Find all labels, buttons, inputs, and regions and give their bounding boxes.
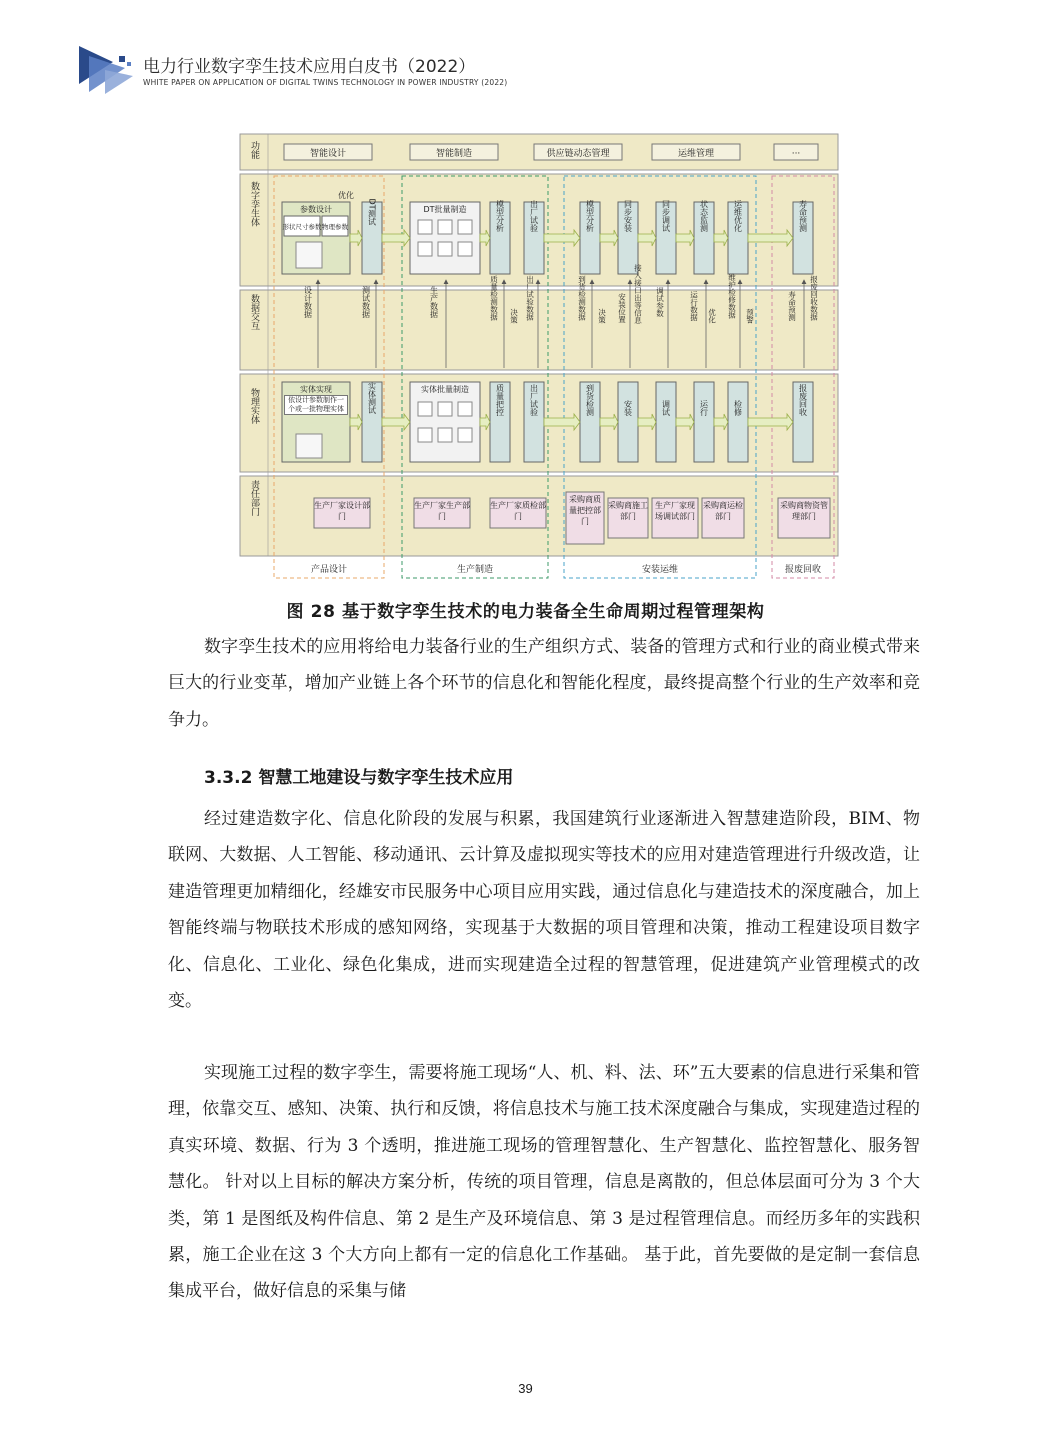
physical-node-label: 实体测试	[367, 382, 377, 414]
phase-label: 生产制造	[456, 565, 494, 575]
exchange-label: 安装位置	[617, 293, 627, 323]
physical-param-label: 物理参数	[322, 223, 348, 231]
exchange-label: 维护检修数据	[727, 273, 737, 319]
twin-node-label: DT测试	[367, 198, 377, 226]
page-header	[75, 40, 595, 100]
phase-label: 安装运维	[641, 565, 679, 575]
twin-node-label: 寿命预测	[798, 200, 808, 232]
section-heading: 3.3.2 智慧工地建设与数字孪生技术应用	[204, 768, 514, 788]
figure-caption: 图 28 基于数字孪生技术的电力装备全生命周期过程管理架构	[286, 602, 765, 622]
body-paragraph: 经过建造数字化、信息化阶段的发展与积累，我国建筑行业逐渐进入智慧建造阶段，BIM、物联网、大数据、人工智能、移动通讯、云计算及虚拟现实等技术的应用对建造管理进行升级改造，让建造管理更加精细化，经雄安市民服务中心项目应用实践，通过信息化与建造技术的深度融合，加上智能终端与物联技术形成的感知网络，实现基于大数据的项目管理和决策，推动工程建设项目数字化、信息化、工业化、绿色化集成，进而实现建造全过程的智慧管理，促进建筑产业管理模式的改变。	[168, 809, 920, 1012]
body-paragraph: 实现施工过程的数字孪生，需要将施工现场“人、机、料、法、环”五大要素的信息进行采集和管理，依靠交互、感知、决策、执行和反馈，将信息技术与施工技术深度融合与集成，实现建造过程的真实环境、数据、行为 3 个透明，推进施工现场的管理智慧化、生产智慧化、监控智慧化、服务智慧化。 针对以上目标的解决方案分析，传统的项目管理，信息是离散的，但总体层面可分为 3 个大类，第 1 是图纸及构件信息、第 2 是生产及环境信息、第 3 是过程管理信息。而经历多年的实践积累，施工企业在这 3 个大方向上都有一定的信息化工作基础。 基于此，首先要做的是定制一套信息集成平台，做好信息的采集与储	[168, 1063, 920, 1302]
exchange-label: 优化	[707, 308, 717, 324]
department-label: 生产厂家设计部门	[314, 501, 370, 521]
exchange-label: 决策	[509, 308, 519, 324]
exchange-label: 生产数据	[429, 286, 439, 318]
twin-node-label: 同步安装	[623, 200, 633, 232]
page-number: 39	[518, 1381, 533, 1396]
shape-param-label: 形状尺寸参数	[282, 223, 322, 231]
twin-node-label: 同步调试	[661, 200, 671, 232]
function-boxes	[284, 144, 818, 160]
row-label-twin: 数字孪生体	[249, 181, 259, 227]
exchange-label: 预警	[745, 308, 755, 324]
row-label-exchange: 数据交互	[249, 294, 259, 330]
architecture-diagram	[238, 132, 842, 582]
row-label-physical: 物理实体	[249, 388, 259, 424]
department-label: 采购商物资管理部门	[780, 501, 828, 521]
function-label: 运维管理	[677, 149, 715, 159]
cube-icon	[296, 434, 322, 458]
function-label: 供应链动态管理	[546, 149, 610, 159]
physical-node-label: 报废回收	[798, 384, 808, 416]
phase-label: 报废回收	[784, 565, 822, 575]
optimize-label: 优化	[338, 191, 354, 200]
batch-label: 实体批量制造	[421, 385, 469, 394]
row-band-exchange	[240, 290, 838, 370]
exchange-label: 出厂试验数据	[525, 275, 535, 321]
entity-desc: 依设计参数制作一个或一批物理实体	[284, 395, 348, 415]
function-label: 智能设计	[309, 149, 347, 159]
exchange-label: 运行数据	[689, 291, 699, 321]
exchange-label: 寿命预测	[787, 291, 797, 321]
department-label: 采购商运检部门	[703, 501, 743, 521]
exchange-label: 质量检测数据	[489, 275, 499, 321]
body-paragraph: 数字孪生技术的应用将给电力装备行业的生产组织方式、装备的管理方式和行业的商业模式带来巨大的行业变革，增加产业链上各个环节的信息化和智能化程度，最终提高整个行业的生产效率和竞争力。	[168, 637, 920, 730]
twin-node-label: 模型分析	[495, 200, 505, 232]
department-label: 生产厂家现场调试部门	[655, 501, 695, 521]
diagram-svg	[238, 132, 842, 582]
physical-node-label: 调试	[661, 400, 671, 416]
param-design-label: 参数设计	[300, 205, 332, 214]
physical-node-label: 安装	[623, 400, 633, 416]
dt-batch-label: DT批量制造	[423, 205, 467, 214]
twin-node-label: 状态监测	[699, 200, 709, 232]
row-label-function: 功能	[249, 141, 259, 159]
physical-node-label: 出厂试验	[529, 384, 539, 416]
phase-label: 产品设计	[310, 565, 348, 575]
cube-icon	[296, 242, 322, 268]
function-label: ···	[791, 149, 801, 159]
twin-node-label: 出厂试验	[529, 200, 539, 232]
header-subtitle: WHITE PAPER ON APPLICATION OF DIGITAL TWINS TECHNOLOGY IN POWER INDUSTRY (2022)	[143, 78, 508, 87]
physical-node-label: 运行	[699, 400, 709, 416]
department-label: 采购商质量把控部门	[569, 495, 601, 526]
department-label: 生产厂家质检部门	[490, 501, 546, 521]
function-label: 智能制造	[435, 149, 473, 159]
exchange-label: 调试参数	[655, 287, 665, 317]
exchange-label: 测试数据	[361, 286, 371, 318]
exchange-label: 决策	[597, 308, 607, 324]
department-label: 采购商施工部门	[608, 501, 648, 521]
twin-node-label: 模型分析	[585, 200, 595, 232]
physical-node-label: 检修	[733, 400, 743, 416]
physical-node-label: 质量把控	[495, 384, 505, 416]
physical-node-label: 到货检测	[585, 384, 595, 416]
header-title: 电力行业数字孪生技术应用白皮书（2022）	[143, 57, 476, 77]
batch-box	[410, 382, 480, 462]
department-label: 生产厂家生产部门	[414, 501, 470, 521]
exchange-label: 到货检测数据	[577, 275, 587, 321]
exchange-label: 报废回收数据	[809, 275, 819, 321]
exchange-label: 接入接口出等信息	[633, 264, 643, 324]
twin-node-label: 运维优化	[733, 200, 743, 232]
entity-title: 实体实现	[300, 385, 332, 394]
row-label-department: 责任部门	[249, 480, 259, 516]
exchange-label: 设计数据	[303, 286, 313, 318]
logo-icon	[75, 40, 135, 98]
